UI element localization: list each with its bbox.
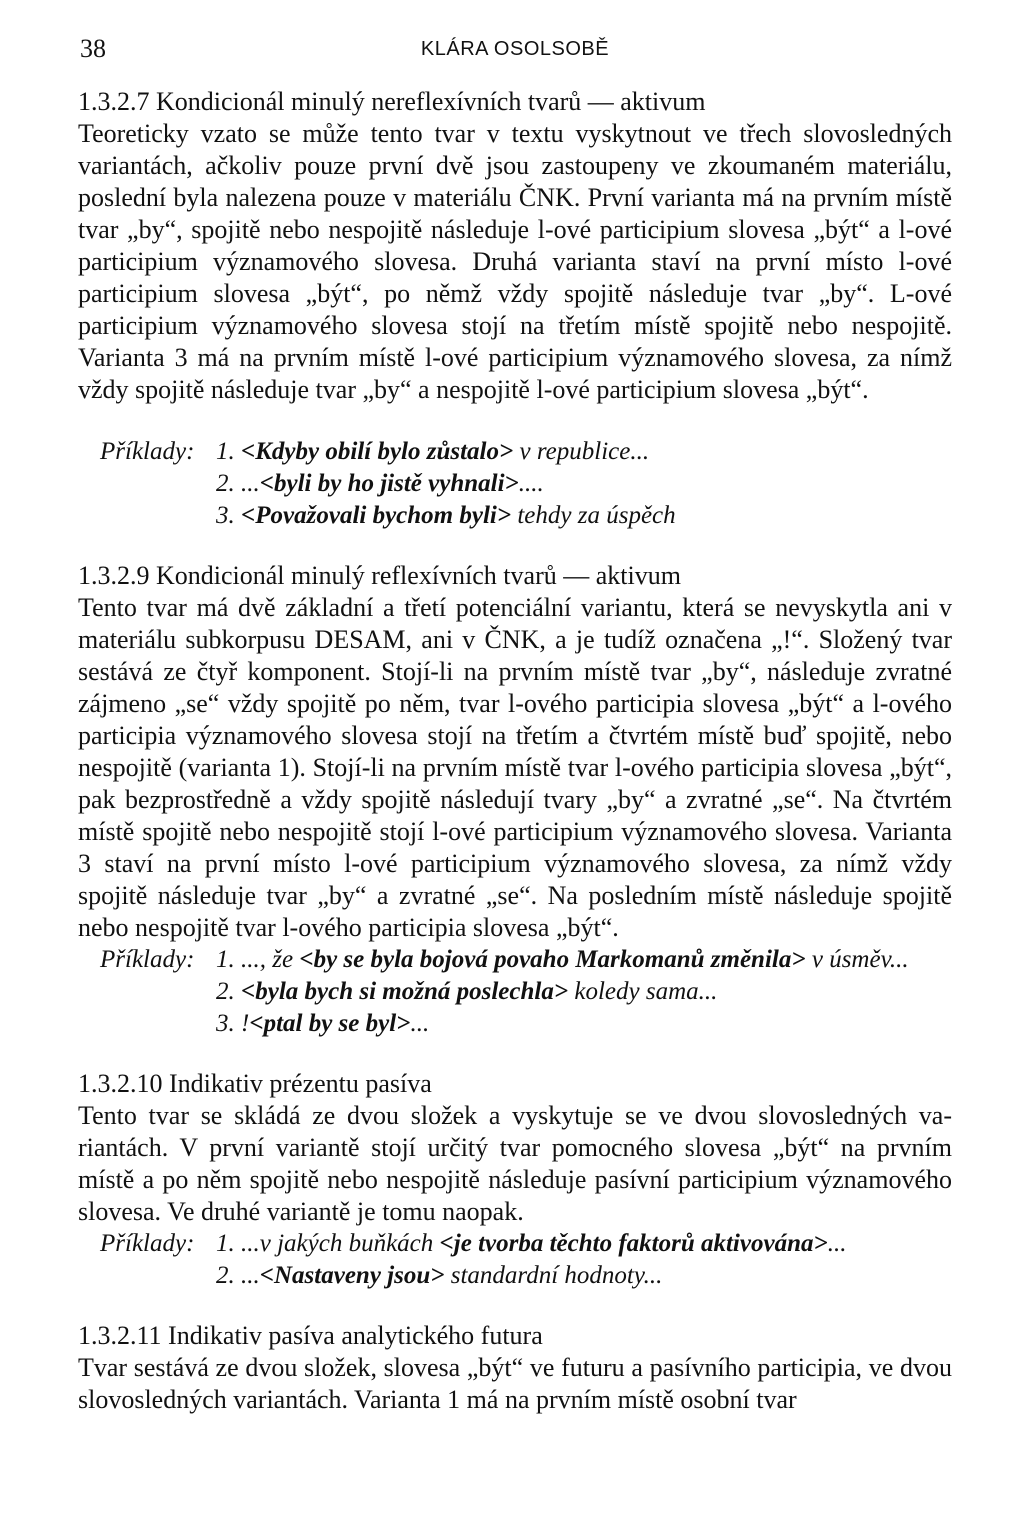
example-verb-phrase: <byla bych si možná poslechla> <box>241 978 569 1005</box>
example-row <box>78 944 952 976</box>
running-head: KLÁRA OSOLSOBĚ <box>420 38 610 60</box>
examples-label: Příklady: <box>100 1230 195 1257</box>
example-item: 2. ...<Nastaveny jsou> standardní hodnoty... <box>216 1262 663 1289</box>
section-1-3-2-10 <box>78 1068 952 1292</box>
example-item: 3. <Považovali bychom byli> tehdy za úspěch <box>216 502 676 529</box>
examples-label: Příklady: <box>100 438 195 465</box>
example-row <box>78 1228 952 1260</box>
section-heading: 1.3.2.11 Indikativ pasíva analytického futura <box>78 1321 543 1350</box>
example-item: 2. ...<byli by ho jistě vyhnali>.... <box>216 470 544 497</box>
section-heading: 1.3.2.7 Kondicionál minulý nereflexívních tvarů — aktivum <box>78 87 706 116</box>
section-paragraph: Tento tvar má dvě základní a třetí potenciální variantu, která se nevyskytla ani v materiálu subkorpusu DESAM, ani v ČNK, a je tudíž označena „!“. Složený tvar sestává ze čtyř komponent. Stojí-li na prvním místě tvar „by“, následuje zvratné zájmeno „se“ vždy spojitě po něm, tvar l-ového participia slovesa „být“ a l-ového participia významového slovesa stojí na třetím a čtvrtém místě buď spojitě, nebo nespojitě (varianta 1). Stojí-li na prvním místě tvar l-ového participia slovesa „být“, pak bezprostředně a vždy spojitě následují tvary „by“ a zvratné „se“. Na čtvrtém místě spojitě nebo nespojitě stojí l-ové participium významového slovesa. Varianta 3 staví na první místo l-ové participium významového slovesa, za nímž vždy spojitě následuje tvar „by“ a zvratné „se“. Na posledním místě následuje spojitě nebo nespojitě tvar l-ového participia slovesa „být“. <box>78 593 952 942</box>
section-heading: 1.3.2.9 Kondicionál minulý reflexívních tvarů — aktivum <box>78 561 681 590</box>
example-verb-phrase: <Nastaveny jsou> <box>259 1262 445 1289</box>
page-content <box>78 86 952 1416</box>
example-row <box>78 436 952 468</box>
page-header <box>80 34 950 64</box>
example-verb-phrase: <Považovali bychom byli> <box>241 502 512 529</box>
section-1-3-2-11 <box>78 1320 952 1416</box>
example-row <box>78 976 952 1008</box>
example-verb-phrase: <ptal by se byl> <box>249 1010 411 1037</box>
example-row <box>78 1260 952 1292</box>
section-1-3-2-9 <box>78 560 952 1040</box>
section-heading: 1.3.2.10 Indikativ prézentu pasíva <box>78 1069 432 1098</box>
example-verb-phrase: <je tvorba těchto faktorů aktivována> <box>439 1230 828 1257</box>
example-item: 1. <Kdyby obilí bylo zůstalo> v republice... <box>216 438 650 465</box>
section-paragraph: Teoreticky vzato se může tento tvar v textu vyskytnout ve třech slovosledných variantách, ačkoliv pouze první dvě jsou zastoupeny ve zkoumaném materiálu, poslední byla nalezena pouze v materiálu ČNK. První varianta má na prvním místě tvar „by“, spojitě nebo nespojitě následuje l-ové participium slovesa „být“ a l-ové participium významového slovesa. Druhá varianta staví na první místo l-ové participium slovesa „být“, po němž vždy spojitě následuje tvar „by“. L-ové participium významového slovesa stojí na třetím místě spojitě nebo nespojitě. Varianta 3 má na prvním místě l-ové participium významového slovesa, za nímž vždy spojitě následuje tvar „by“ a nespojitě l-ové participium slovesa „být“. <box>78 119 952 404</box>
example-verb-phrase: <byli by ho jistě vyhnali> <box>259 470 519 497</box>
section-paragraph: Tento tvar se skládá ze dvou složek a vyskytuje se ve dvou slovosledných variantách. V první variantě stojí určitý tvar pomocného slovesa „být“ na prvním místě a po něm spojitě nebo nespojitě následuje pasívní participium významového slovesa. Ve druhé variantě je tomu naopak. <box>78 1101 952 1226</box>
examples-label: Příklady: <box>100 946 195 973</box>
example-item: 1. ...v jakých buňkách <je tvorba těchto faktorů aktivována>... <box>216 1230 847 1257</box>
examples-block <box>78 944 952 1040</box>
example-row <box>78 500 952 532</box>
example-item: 1. ..., že <by se byla bojová povaho Markomanů změnila> v úsměv... <box>216 946 909 973</box>
example-row <box>78 1008 952 1040</box>
page-number: 38 <box>80 34 106 63</box>
section-1-3-2-7 <box>78 86 952 532</box>
examples-block <box>78 1228 952 1292</box>
example-item: 3. !<ptal by se byl>... <box>216 1010 430 1037</box>
example-item: 2. <byla bych si možná poslechla> koledy sama... <box>216 978 718 1005</box>
section-paragraph: Tvar sestává ze dvou složek, slovesa „být“ ve futuru a pasívního participia, ve dvou slovosledných variantách. Varianta 1 má na prvním místě osobní tvar <box>78 1353 952 1414</box>
examples-block <box>78 436 952 532</box>
example-row <box>78 468 952 500</box>
example-verb-phrase: <Kdyby obilí bylo zůstalo> <box>241 438 514 465</box>
example-verb-phrase: <by se byla bojová povaho Markomanů změnila> <box>299 946 806 973</box>
